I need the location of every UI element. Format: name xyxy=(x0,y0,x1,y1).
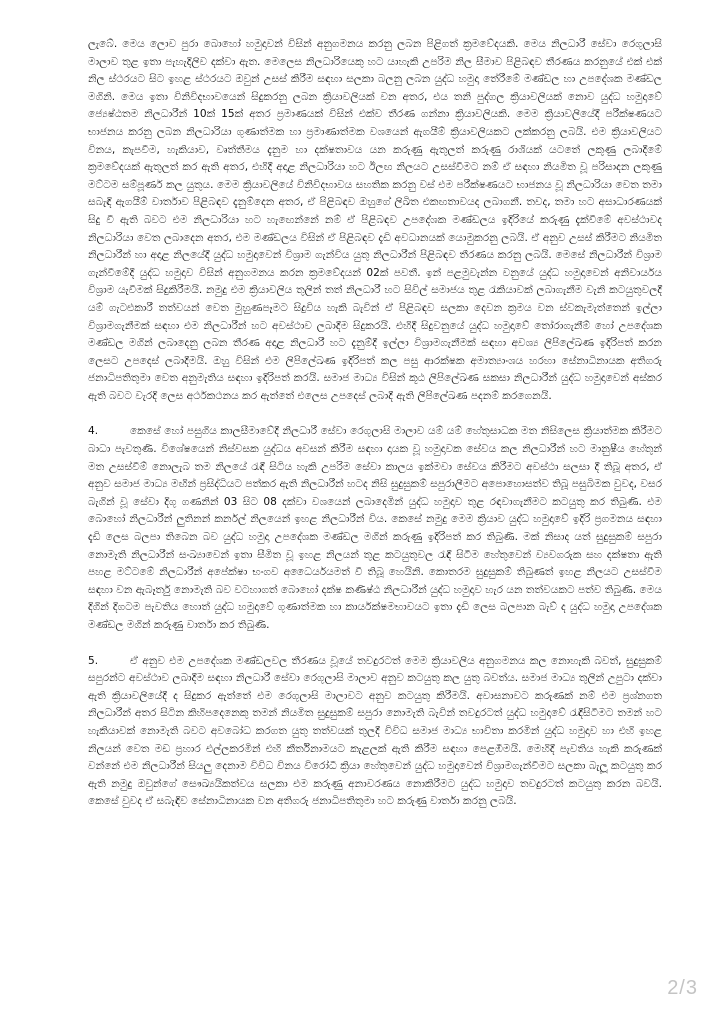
paragraph-text: ලැබේ. මෙය ලොව පුරා බොහෝ හමුදාවන් විසින් අනුගමනය කරනු ලබන පිළිගත් ක්‍රමවේදයකි. මෙය නිලධාරී සේවා රෙගුලාසි මාලාව තුළ ඉතා පැහැදිලිව දක්වා ඇත. මෙලෙස නිලධාරියෙකු හට යාහැකි උපරිම නිල සීමාව පිළිබඳව තීරණය කරනුයේ එක් එක් නිල ස්ථරයට සිට ඉහළ ස්ථරයට ඔවුන් උසස් කිරීම සඳහා සලකා බලනු ලබන යුද්ධ හමුදා තේරීමේ මණ්ඩල හා උපදේශක මණ්ඩල මගිනි. මෙය ඉතා විනිවිදභාවයෙන් සිදුකරනු ලබන ක්‍රියාවලියක් වන අතර, එය තනි පුද්ගල ක්‍රියාවලියක් නොව යුද්ධ හමුදාවේ ජ්‍යෙෂ්ඨතම නිලධාරීන් 10ක් 15ක් අතර ප්‍රමාණයක් විසින් එක්ව තීරණ ගන්නා ක්‍රියාවලියකි. මෙම ක්‍රියාවලියේදී පරීක්ෂණයට භාජනය කරනු ලබන නිලධාරියා ගුණාත්මක හා ප්‍රමාණාත්මක වශයෙන් ඇගයීම් ක්‍රියාවලියකට ලක්කරනු ලබයි. එම ක්‍රියාවලියට විනය, කැපවීම, හැකියාව, වෘත්තීමය දැනුම හා දක්ෂතාවය යන කරුණු ඇතුලත් කරුණු රාශියක් යටතේ ලකුණු ලබාදීමේ ක්‍රමවේදයක් ඇතුලත් කර ඇති අතර, එහිදී අදාළ නිලධාරියා හට ඊලඟ නිලයට උසස්වීමට නම් ඒ සඳහා නියමිත වූ පරිසාදන ලකුණු මට්ටම සම්පූර්ණ කල යුතුය. මෙම ක්‍රියාවලියේ විනිවිදභාවය සහතික කරනු වස් එම පරීක්ෂණයට භාජනය වූ නිලධාරියා වෙත තමා සබැඳි ඇගයීම් වාර්තාව පිළිබඳව දැනුම්දෙන අතර, ඒ පිළිබඳව ඔහුගේ ලිඛිත එකඟතාවයද ලබාගනී. තවද, තමා හට අසාධාරණයක් සිදු වී ඇති බවට එම නිලධාරියා හට හැඟෙන්නේ නම් ඒ පිළිබඳව උපදේශක මණ්ඩලය ඉදිරියේ කරුණු දැක්වීමේ අවස්ථාවද නිලධාරියා වෙත ලබාදෙන අතර, එම මණ්ඩලය විසින් ඒ පිළිබඳව දැඩි අවධානයක් යොමුකරනු ලබයි. ඒ අනුව උසස් කිරීමට නියමිත නිලධාරීන් හා අදාළ නිලයේදී යුද්ධ හමුදාවෙන් විශ්‍රාම ගැන්විය යුතු නිලධාරීන් පිළිබඳව තීරණය කරනු ලබයි. මෙසේ නිලධාරීන් විශ්‍රාම ගැන්වීමේදී යුද්ධ හමුදාව විසින් අනුගමනය කරන ක්‍රමවේදයන් 02ක් පවතී. ඉන් පළමුවැන්න වනුයේ යුද්ධ හමුදාවෙන් අනිවාර්යය විශ්‍රාම යැවීමක් සිදුකිරීමයි. නමුදු එම ක්‍රියාවලිය තුලින් තත් නිලධාරී හට සිවිල් සමාජය තුළ රැකියාවක් ලබාගැනීම වැනි කටයුතුවලදී යම් ගැටළුකාරී තත්වයන් වෙත මුහුණපෑමට සිදුවිය හැකි බැවින් ඒ පිළිබඳව සලකා දෙවන ක්‍රමය වන ස්වකැමැත්තෙන් ඉල්ලා විශ්‍රාමගැනීමක් සඳහා එම නිලධාරීන් හට අවස්ථාව ලබාදීම සිදුකරයි. එහිදී සිදුවනුයේ යුද්ධ හමුදාවේ තෝරාගැනීම් හෝ උපදේශක මණ්ඩල මගින් ලබාදෙනු ලබන තීරණ අදාළ නිලධාරී හට දැනුම්දී ඉල්ලා විශ්‍රාමගැනීමක් සඳහා අවශ්‍ය ලිපිලේඛණ ඉදිරිපත් කරන ලෙසට උපදෙස් ලබාදීමයි. ඔහු විසින් එම ලිපිලේඛණ ඉදිරිපත් කල පසු ආරක්ෂක අමාත්‍යාංශය හරහා සේනාධිනායක අතිගරු ජනාධිපතිතුමා වෙත අනුමැතිය සඳහා ඉදිරිපත් කරයි. සමාජ මාධ්‍ය විසින් කූඨ ලිපිලේඛණ සකසා නිලධාරීන් යුද්ධ හමුදාවෙන් අස්කර ඇති බවට වැරදි ලෙස අර්ථකථනය කර ඇත්තේ එලෙස උපදෙස් ලබාදී ඇති ලිපිලේඛණ පදනම් කරගෙනයි. xyxy=(88,38,662,402)
paragraph-4 xyxy=(88,423,662,634)
paragraph-text: කෙසේ හෝ පසුගිය කාලසීමාවේදී නිලධාරී සේවා රෙගුලාසි මාලාව යම් යම් හේතුසාධක මත නිසිලෙස ක්‍රියාත්මක කිරීමට බාධා පැවතුණි. විශේෂයෙන් නිස්වසක යුද්ධය අවසන් කිරීම සඳහා දායක වූ හමුදාවක සේවය කල නිලධාරීන් හට මානුෂීය හේතුන් මත උසස්වීම් නොලැබ තම නිලයේ රැඳී සිටිය හැකි උපරිම සේවා කාලය ඉක්මවා සේවය කිරීමට අවස්ථා සලසා දී තිබූ අතර, ඒ අනුව සමාජ මාධ්‍ය මඟින් ප්‍රසිද්ධියට පත්කර ඇති නිලධාරීන් හටද නිසි සුදුසුකම් සපුරාලීමට අපොහොසත්ව තිබූ පසුබිමක වුවද, වසර බැගින් වූ සේවා දිගු ගණනින් 03 සිට 08 දක්වා වශයෙන් ලබාදෙමින් යුද්ධ හමුදාව තුළ රඳවාගැනීමට කටයුතු කර තිබුණි. එම බොහෝ නිලධාරීන් ලුතිනන් කර්නල් නිලයෙන් ඉහළ නිලධාරීන් විය. කෙසේ නමුදු මෙම ක්‍රියාව යුද්ධ හමුදාවේ ඉදිරි ප්‍රගමනය සඳහා දැඩි ලෙස බලපා තිබෙන බව යුද්ධ හමුදා උපදේශක මණ්ඩල මගින් කරුණු ඉදිරිපත් කර තිබුණි. මක් නිසාද යත් සුදුසුකම් සපුරා නොමැති නිලධාරීන් සංඛ්‍යාවෙන් ඉතා සීමිත වූ ඉහළ නිලයන් තුළ කටයුතුවල රැඳී සිටීම හේතුවෙන් ව්‍යවගරුක සහ දක්ෂතා ඇති පහළ මට්ටමේ නිලධාරීන් අපේක්ෂා භංගව අධෛර්යයමත් වී තිබූ හෙයිනි. කොතරම සුදුසුකම් තිබුණත් ඉහළ නිලයට උසස්වීම සඳහා වන ඇබෑර්තු නොමැති බව වටහාගත් බොහෝ දක්ෂ කණිෂ්ඨ නිලධාරීන් යුද්ධ හමුදාව හැර යන තත්වයකට පත්ව තිබුණි. මෙය දිගින් දිගටම පැවතිය හොත් යුද්ධ හමුදාවේ ගුණාත්මක හා කාර්යක්ෂමභාවයට ඉතා දැඩි ලෙස බලපාන බැව් ද යුද්ධ හමුදා උපදේශක මණ්ඩල මගින් කරුණු වාර්තා කර තිබුණි. xyxy=(88,425,663,631)
paragraph-5 xyxy=(88,653,662,811)
paragraph-continued xyxy=(88,36,662,405)
paragraph-number: 5. xyxy=(88,654,99,667)
paragraph-number: 4. xyxy=(88,425,99,438)
paragraph-text: ඒ අනුව එම උපදේශක මණ්ඩලවල තීරණය වූයේ තවදුරටත් මෙම ක්‍රියාවලිය අනුගමනය කල නොහැකි බවත්, සුදුසුකම් සපුරන්ට අවස්ථාව ලබාදීම සඳහා නිලධාරී සේවා රෙගුලාසි මාලාව අනුව කටයුතු කල යුතු බවත්ය. සමාජ මාධ්‍ය තුලින් උපුටා දක්වා ඇති ක්‍රියාවලියේදී ද සිදුකර ඇත්තේ එම රෙගුලාසි මාලාවට අනුව කටයුතු කිරීමයි. අවාසනාවට කරුණක් නම් එම ප්‍රශ්නගත නිලධාරීන් අතර සිටින කිහිපදෙනෙකු තමන් නියමිත සුදුසුකම් සපුරා නොමැති බැවින් තවදුරටත් යුද්ධ හමුදාවේ රැඳීසිටීමට තමන් හට හැකියාවක් නොමැති බවට අවබෝධ කරගත යුතු තත්වයක් තුලදී විවිධ සමාජ මාධ්‍ය භාවිතා කරමින් යුද්ධ හමුදාව හා එහි ඉහළ නිලයන් වෙත මඩ ප්‍රහාර එල්ලකරමින් එහි කීර්තිනාමයට කැළලක් ඇති කිරීම සඳහා පෙළඹීමයි. මෙහිදී පැවතිය හැකි කරුණක් වන්නේ එම නිලධාරීන් සියලු දෙනාම විවිධ විනය විරෝධී ක්‍රියා හේතුවෙන් යුද්ධ හමුදාවෙන් විශ්‍රාමගැන්වීමට සලකා බැලූ කටයුතු කර ඇති නමුදු ඔවුන්ගේ සෞඛ්‍යයිකත්වය සලකා එම කරුණු අනාවරණය නොකිරීමට යුද්ධ හමුදාව තවදුරටත් කටයුතු කරන බවයි. කෙසේ වුවද ඒ සබැඳිව සේනාධිනායක වන අතිගරු ජනාධිපතිතුමා හට කරුණු වාර්තා කරනු ලබයි. xyxy=(88,654,662,808)
page-number: 2/3 xyxy=(667,977,698,999)
